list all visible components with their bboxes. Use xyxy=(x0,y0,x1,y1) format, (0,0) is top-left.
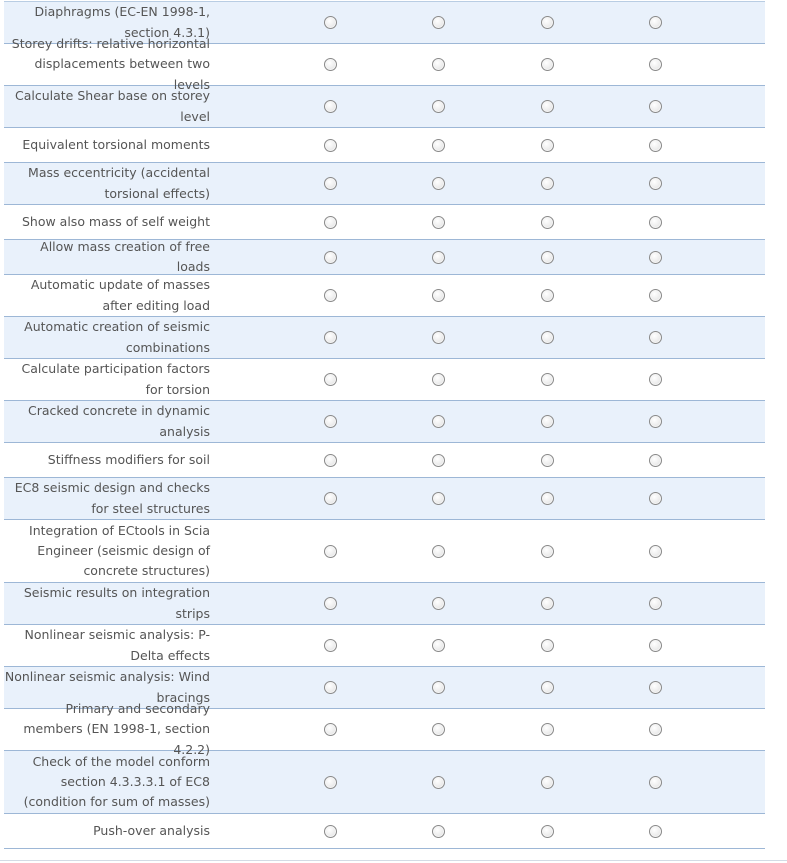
radio-group xyxy=(210,177,765,190)
radio-group xyxy=(210,681,765,694)
radio-button[interactable] xyxy=(541,454,554,467)
row-label: Automatic update of masses after editing load xyxy=(30,277,210,313)
radio-button[interactable] xyxy=(432,639,445,652)
radio-cell xyxy=(602,139,711,152)
radio-cell xyxy=(385,139,494,152)
row-label: Automatic creation of seismic combinations xyxy=(24,319,210,355)
radio-button[interactable] xyxy=(541,289,554,302)
radio-button[interactable] xyxy=(649,251,662,264)
radio-button[interactable] xyxy=(541,251,554,264)
radio-button[interactable] xyxy=(649,289,662,302)
matrix-row xyxy=(4,583,765,625)
radio-cell xyxy=(493,723,602,736)
row-label: Stiffness modifiers for soil xyxy=(47,451,210,467)
radio-cell xyxy=(602,16,711,29)
radio-button[interactable] xyxy=(432,545,445,558)
radio-cell xyxy=(276,16,385,29)
radio-group xyxy=(210,825,765,838)
radio-cell xyxy=(493,177,602,190)
radio-group xyxy=(210,331,765,344)
radio-cell xyxy=(602,454,711,467)
radio-cell xyxy=(493,825,602,838)
radio-cell xyxy=(602,597,711,610)
radio-cell xyxy=(602,177,711,190)
radio-cell xyxy=(385,723,494,736)
radio-cell xyxy=(493,139,602,152)
radio-cell xyxy=(276,331,385,344)
radio-button[interactable] xyxy=(649,545,662,558)
radio-button[interactable] xyxy=(541,492,554,505)
radio-cell xyxy=(276,373,385,386)
radio-button[interactable] xyxy=(541,597,554,610)
radio-cell xyxy=(602,681,711,694)
radio-button[interactable] xyxy=(432,100,445,113)
radio-button[interactable] xyxy=(324,177,337,190)
radio-button[interactable] xyxy=(649,331,662,344)
radio-cell xyxy=(602,825,711,838)
radio-cell xyxy=(276,492,385,505)
row-label: Check of the model conform section 4.3.3.3.1 of EC8 (condition for sum of masses) xyxy=(23,753,210,810)
radio-cell xyxy=(276,139,385,152)
radio-group xyxy=(210,776,765,789)
radio-cell xyxy=(385,373,494,386)
radio-button[interactable] xyxy=(324,58,337,71)
radio-cell xyxy=(385,597,494,610)
radio-button[interactable] xyxy=(649,492,662,505)
radio-group xyxy=(210,289,765,302)
radio-cell xyxy=(385,58,494,71)
matrix-row xyxy=(4,478,765,520)
radio-cell xyxy=(276,825,385,838)
radio-cell xyxy=(276,545,385,558)
matrix-row xyxy=(4,275,765,317)
radio-group xyxy=(210,597,765,610)
matrix-row xyxy=(4,205,765,240)
radio-button[interactable] xyxy=(432,16,445,29)
radio-button[interactable] xyxy=(432,251,445,264)
radio-button[interactable] xyxy=(541,776,554,789)
radio-cell xyxy=(385,681,494,694)
radio-button[interactable] xyxy=(541,216,554,229)
radio-cell xyxy=(276,454,385,467)
radio-cell xyxy=(493,492,602,505)
radio-cell xyxy=(276,251,385,264)
radio-cell xyxy=(602,289,711,302)
radio-button[interactable] xyxy=(649,454,662,467)
radio-cell xyxy=(493,597,602,610)
radio-cell xyxy=(493,331,602,344)
radio-cell xyxy=(276,723,385,736)
radio-group xyxy=(210,545,765,558)
radio-button[interactable] xyxy=(324,492,337,505)
radio-button[interactable] xyxy=(541,177,554,190)
radio-button[interactable] xyxy=(324,216,337,229)
radio-group xyxy=(210,454,765,467)
radio-cell xyxy=(385,415,494,428)
row-label: Nonlinear seismic analysis: Wind bracings xyxy=(4,669,210,705)
radio-cell xyxy=(493,251,602,264)
radio-button[interactable] xyxy=(324,454,337,467)
radio-button[interactable] xyxy=(649,216,662,229)
row-label: Show also mass of self weight xyxy=(21,213,210,229)
radio-button[interactable] xyxy=(432,331,445,344)
radio-cell xyxy=(276,289,385,302)
matrix-row xyxy=(4,359,765,401)
radio-button[interactable] xyxy=(432,492,445,505)
radio-cell xyxy=(385,251,494,264)
radio-cell xyxy=(602,58,711,71)
radio-button[interactable] xyxy=(649,639,662,652)
radio-cell xyxy=(602,723,711,736)
radio-button[interactable] xyxy=(649,58,662,71)
radio-cell xyxy=(385,100,494,113)
radio-group xyxy=(210,251,765,264)
radio-button[interactable] xyxy=(324,776,337,789)
row-label: Nonlinear seismic analysis: P-Delta effects xyxy=(24,627,210,663)
row-label: Calculate Shear base on storey level xyxy=(14,88,210,124)
radio-button[interactable] xyxy=(649,723,662,736)
radio-group xyxy=(210,415,765,428)
matrix-row xyxy=(4,401,765,443)
row-label: Allow mass creation of free loads xyxy=(40,238,210,274)
radio-button[interactable] xyxy=(432,723,445,736)
matrix-row xyxy=(4,625,765,667)
radio-cell xyxy=(276,597,385,610)
radio-button[interactable] xyxy=(541,545,554,558)
radio-cell xyxy=(602,373,711,386)
radio-button[interactable] xyxy=(432,776,445,789)
radio-cell xyxy=(385,454,494,467)
radio-button[interactable] xyxy=(324,373,337,386)
radio-button[interactable] xyxy=(432,216,445,229)
matrix-row xyxy=(4,86,765,128)
radio-button[interactable] xyxy=(432,289,445,302)
radio-group xyxy=(210,100,765,113)
radio-cell xyxy=(493,289,602,302)
radio-cell xyxy=(602,251,711,264)
radio-cell xyxy=(385,492,494,505)
radio-cell xyxy=(276,58,385,71)
row-label: Seismic results on integration strips xyxy=(23,585,210,621)
radio-button[interactable] xyxy=(649,16,662,29)
radio-button[interactable] xyxy=(432,454,445,467)
radio-cell xyxy=(276,776,385,789)
radio-cell xyxy=(602,216,711,229)
radio-button[interactable] xyxy=(541,639,554,652)
radio-button[interactable] xyxy=(324,331,337,344)
radio-button[interactable] xyxy=(324,639,337,652)
radio-button[interactable] xyxy=(324,100,337,113)
radio-group xyxy=(210,139,765,152)
matrix-row xyxy=(4,163,765,205)
radio-button[interactable] xyxy=(432,139,445,152)
radio-button[interactable] xyxy=(649,373,662,386)
radio-cell xyxy=(493,16,602,29)
radio-button[interactable] xyxy=(324,723,337,736)
radio-cell xyxy=(602,100,711,113)
radio-button[interactable] xyxy=(649,415,662,428)
matrix-row xyxy=(4,317,765,359)
radio-group xyxy=(210,723,765,736)
radio-button[interactable] xyxy=(432,681,445,694)
row-label: Push-over analysis xyxy=(93,822,210,838)
radio-cell xyxy=(602,545,711,558)
matrix-row xyxy=(4,520,765,583)
radio-cell xyxy=(276,100,385,113)
radio-button[interactable] xyxy=(649,139,662,152)
rating-matrix xyxy=(4,1,765,849)
radio-button[interactable] xyxy=(432,825,445,838)
radio-button[interactable] xyxy=(541,415,554,428)
row-label: Diaphragms (EC-EN 1998-1, section 4.3.1) xyxy=(34,4,210,40)
radio-cell xyxy=(385,331,494,344)
radio-cell xyxy=(493,454,602,467)
radio-cell xyxy=(276,639,385,652)
radio-button[interactable] xyxy=(324,251,337,264)
radio-button[interactable] xyxy=(541,16,554,29)
row-label: Calculate participation factors for torsion xyxy=(21,361,210,397)
row-label: EC8 seismic design and checks for steel structures xyxy=(14,480,210,516)
radio-button[interactable] xyxy=(432,58,445,71)
radio-cell xyxy=(385,177,494,190)
radio-group xyxy=(210,216,765,229)
matrix-row xyxy=(4,240,765,275)
radio-cell xyxy=(602,639,711,652)
matrix-row xyxy=(4,443,765,478)
radio-cell xyxy=(493,373,602,386)
radio-button[interactable] xyxy=(649,177,662,190)
radio-button[interactable] xyxy=(324,139,337,152)
radio-button[interactable] xyxy=(649,825,662,838)
radio-cell xyxy=(276,415,385,428)
radio-cell xyxy=(493,639,602,652)
radio-cell xyxy=(493,776,602,789)
radio-group xyxy=(210,16,765,29)
radio-group xyxy=(210,58,765,71)
radio-cell xyxy=(385,216,494,229)
radio-button[interactable] xyxy=(432,177,445,190)
radio-button[interactable] xyxy=(324,289,337,302)
radio-button[interactable] xyxy=(324,16,337,29)
radio-cell xyxy=(493,100,602,113)
radio-cell xyxy=(385,776,494,789)
radio-cell xyxy=(385,825,494,838)
radio-cell xyxy=(276,177,385,190)
radio-cell xyxy=(385,16,494,29)
radio-cell xyxy=(602,331,711,344)
radio-button[interactable] xyxy=(324,597,337,610)
matrix-row xyxy=(4,751,765,814)
radio-cell xyxy=(602,776,711,789)
radio-button[interactable] xyxy=(432,373,445,386)
row-label: Storey drifts: relative horizontal displacements between two levels xyxy=(11,36,210,92)
radio-button[interactable] xyxy=(649,776,662,789)
matrix-row xyxy=(4,814,765,849)
row-label: Mass eccentricity (accidental torsional effects) xyxy=(28,165,210,201)
radio-button[interactable] xyxy=(541,139,554,152)
radio-button[interactable] xyxy=(324,825,337,838)
radio-button[interactable] xyxy=(432,415,445,428)
radio-button[interactable] xyxy=(541,723,554,736)
row-label: Cracked concrete in dynamic analysis xyxy=(27,403,210,439)
matrix-row xyxy=(4,701,765,757)
radio-cell xyxy=(385,545,494,558)
radio-cell xyxy=(276,216,385,229)
matrix-row xyxy=(4,128,765,163)
radio-button[interactable] xyxy=(541,331,554,344)
matrix-row xyxy=(4,36,765,92)
row-label: Integration of ECtools in Scia Engineer (seismic design of concrete structures) xyxy=(29,522,210,579)
radio-cell xyxy=(276,681,385,694)
radio-button[interactable] xyxy=(324,545,337,558)
radio-button[interactable] xyxy=(541,373,554,386)
bottom-divider xyxy=(0,860,787,861)
radio-group xyxy=(210,639,765,652)
radio-group xyxy=(210,492,765,505)
radio-button[interactable] xyxy=(649,597,662,610)
radio-cell xyxy=(493,545,602,558)
radio-button[interactable] xyxy=(649,681,662,694)
radio-cell xyxy=(602,415,711,428)
radio-cell xyxy=(493,681,602,694)
radio-cell xyxy=(385,639,494,652)
radio-button[interactable] xyxy=(541,100,554,113)
radio-button[interactable] xyxy=(649,100,662,113)
radio-button[interactable] xyxy=(541,825,554,838)
radio-button[interactable] xyxy=(324,681,337,694)
radio-group xyxy=(210,373,765,386)
row-label: Primary and secondary members (EN 1998-1, section 4.2.2) xyxy=(23,701,210,757)
radio-cell xyxy=(493,415,602,428)
radio-button[interactable] xyxy=(541,58,554,71)
radio-cell xyxy=(602,492,711,505)
radio-button[interactable] xyxy=(324,415,337,428)
radio-cell xyxy=(385,289,494,302)
radio-button[interactable] xyxy=(541,681,554,694)
row-label: Equivalent torsional moments xyxy=(22,136,210,152)
radio-cell xyxy=(493,216,602,229)
radio-button[interactable] xyxy=(432,597,445,610)
radio-cell xyxy=(493,58,602,71)
